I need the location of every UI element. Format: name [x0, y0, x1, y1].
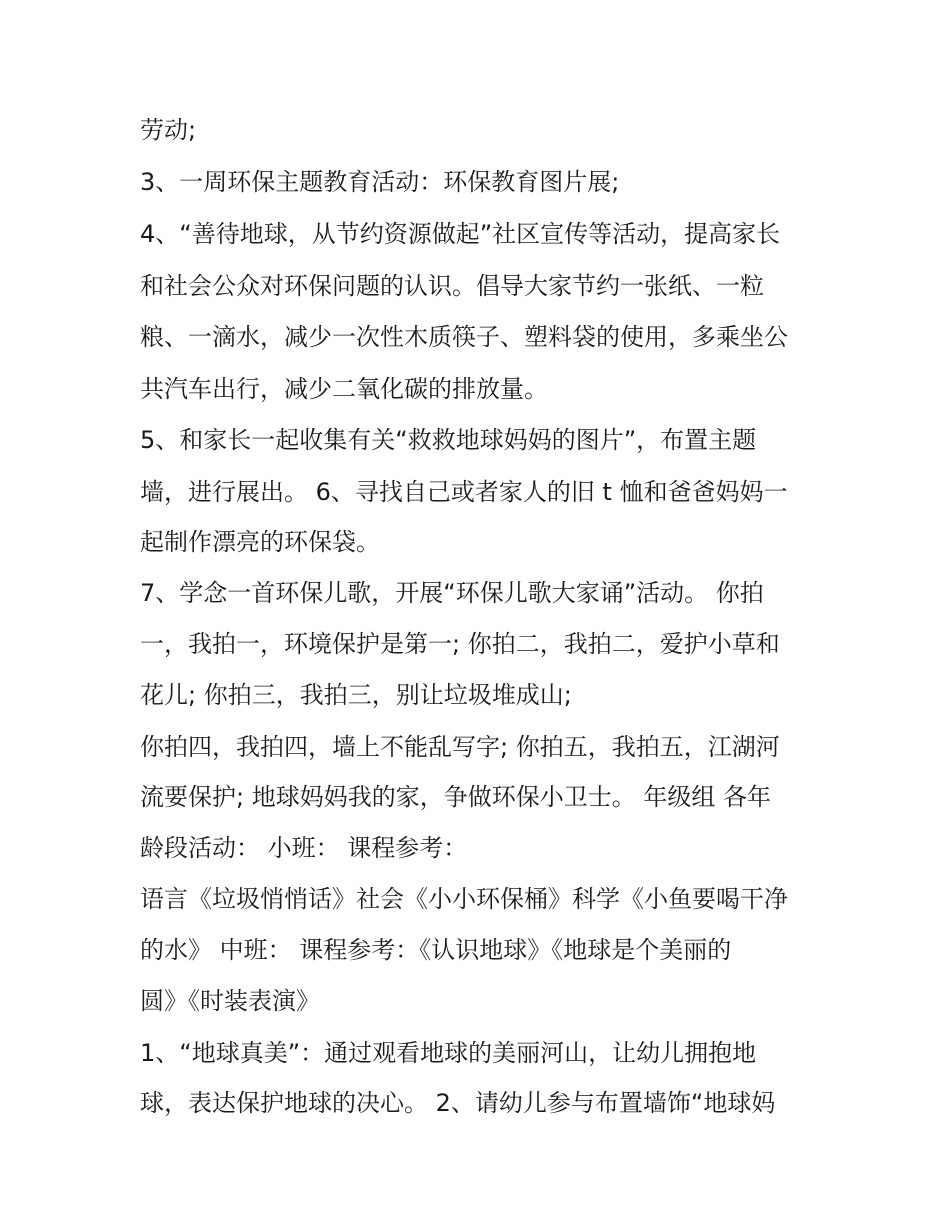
text-line: 语言《垃圾悄悄话》社会《小小环保桶》科学《小鱼要喝干净 — [140, 885, 788, 913]
text-line: 粮、一滴水，减少一次性木质筷子、塑料袋的使用，多乘坐公 — [140, 323, 788, 351]
text-line: 劳动; — [140, 116, 197, 144]
text-line: 1、“地球真美”：通过观看地球的美丽河山，让幼儿拥抱地 — [140, 1039, 757, 1067]
text-line: 4、“善待地球，从节约资源做起”社区宣传等活动，提高家长 — [140, 220, 781, 248]
text-line: 流要保护; 地球妈妈我的家，争做环保小卫士。 年级组 各年 — [140, 783, 771, 811]
text-line: 你拍四，我拍四，墙上不能乱写字; 你拍五，我拍五，江湖河 — [140, 733, 780, 761]
text-line: 龄段活动： 小班： 课程参考： — [140, 834, 468, 862]
text-line: 的水》 中班： 课程参考：《认识地球》《地球是个美丽的 — [140, 936, 732, 964]
text-line: 花儿; 你拍三，我拍三，别让垃圾堆成山; — [140, 681, 572, 709]
text-line: 球，表达保护地球的决心。 2、请幼儿参与布置墙饰“地球妈 — [140, 1089, 776, 1117]
text-line: 墙，进行展出。 6、寻找自己或者家人的旧 t 恤和爸爸妈妈一 — [140, 478, 788, 506]
text-line: 3、一周环保主题教育活动：环保教育图片展; — [140, 168, 620, 196]
text-line: 一，我拍一，环境保护是第一; 你拍二，我拍二，爱护小草和 — [140, 630, 780, 658]
text-line: 共汽车出行，减少二氧化碳的排放量。 — [140, 375, 548, 403]
text-line: 5、和家长一起收集有关“救救地球妈妈的图片”，布置主题 — [140, 426, 757, 454]
text-line: 7、学念一首环保儿歌，开展“环保儿歌大家诵”活动。 你拍 — [140, 579, 764, 607]
text-line: 圆》《时装表演》 — [140, 987, 320, 1015]
text-line: 和社会公众对环保问题的认识。倡导大家节约一张纸、一粒 — [140, 272, 764, 300]
text-line: 起制作漂亮的环保袋。 — [140, 528, 380, 556]
